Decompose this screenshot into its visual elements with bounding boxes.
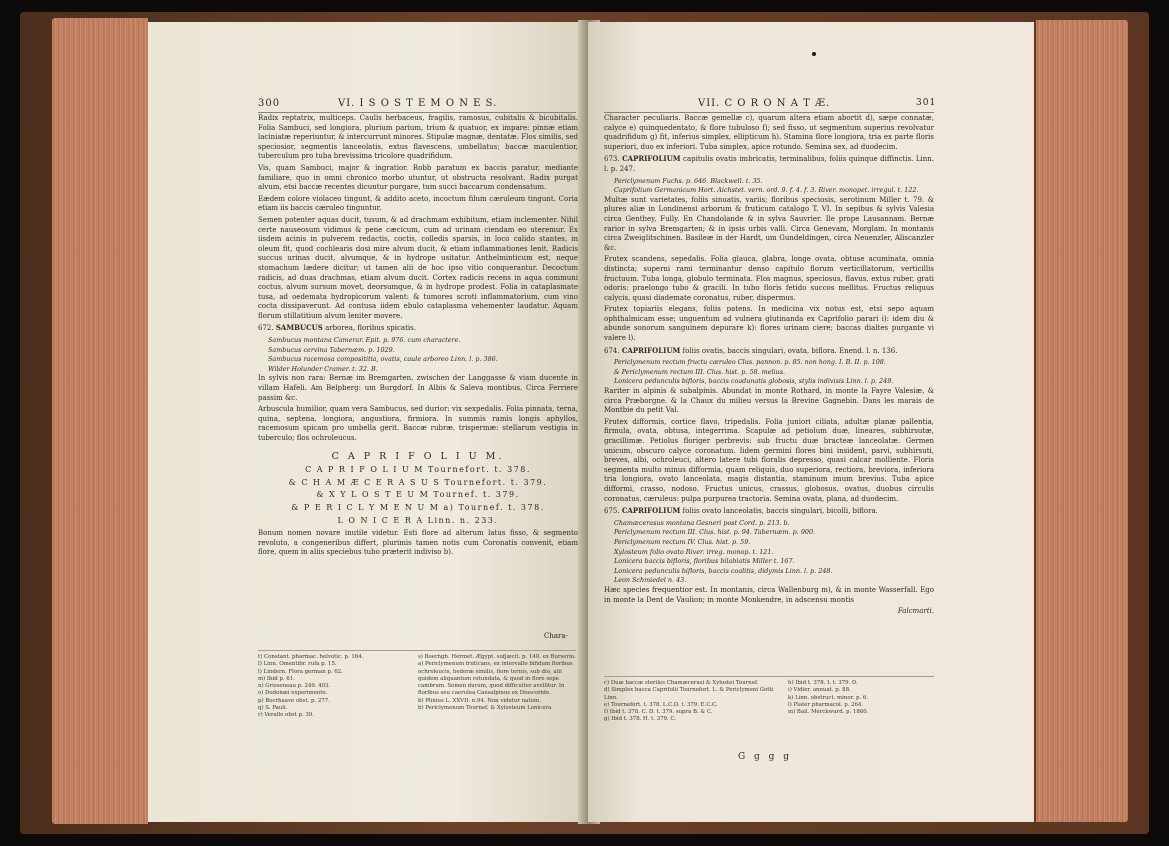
character-paragraph: Character peculiaris. Baccæ gemellæ c), quarum altera etiam abortit d), sæpe connatæ, calyce e) quinquedentato, & flore tubuloso f); sed fisso, ut segmentum superius revolvatur quadrifidum g) fit, inferius simplex, ellipticum h). Stamina flore longiora, tria ex parte floris superiori, duo ex inferiori. Tuba simplex, apice rotundo. Semina sex, ad duodecim. bbox=[604, 114, 934, 151]
entry-674-synonym: Periclymenum rectum fructu cæruleo Clus. pannon. p. 85. non hong. I. B. II. p. 108. bbox=[614, 358, 886, 367]
left-catchword: Chara- bbox=[544, 632, 568, 640]
left-body bbox=[258, 114, 578, 560]
entry-672-diagnosis: arborea, floribus spicatis. bbox=[325, 324, 416, 333]
entry-673-name: CAPRIFOLIUM bbox=[622, 154, 681, 164]
entry-672-habitat: In sylvis non rara: Bernæ im Bremgarten, zwischen der Langgasse & viam ducente in villam Hafeli. Am Belpberg: um Burgdorf. In Albis & Saleva montibus. Circa Ferriere passim &c. bbox=[258, 374, 578, 402]
footnote: b) Periclymenum Tournef. & Xylosteum Lonicera. bbox=[418, 705, 553, 712]
entry-674-synonym: & Periclymenum rectum III. Clus. hist. p. 58. melius. bbox=[614, 367, 786, 376]
left-footnotes-col1 bbox=[258, 654, 408, 720]
left-paragraph-2: Vis, quam Sambuci, major & ingratior. Robb paratum ex baccis paratur, mediante familiare, quo in omni chronico morbo utuntur, ut obstructa resolvant. Radix purgat alvum, etsi baccæ recentes dicuntur purgare, tum succi baccarum condensatum. bbox=[258, 163, 578, 192]
left-page-number: 300 bbox=[258, 98, 281, 109]
right-page bbox=[588, 22, 1034, 822]
entry-673-heading bbox=[604, 154, 934, 174]
footnote: g) Ibid t. 378. H. t. 379. C. bbox=[604, 716, 677, 723]
page-edges-right bbox=[1036, 20, 1128, 822]
entry-675-habitat: Hæc species frequentior est. In montanis, circa Wallenburg m), & in monte Wasserfall. Ego in monte la Dent de Vaulion; in monte Monkendre, in adscensu montis bbox=[604, 585, 934, 604]
entry-673-synonym: Caprifolium Germanicum Hort. Aichstet. vern. ord. 9. f. 4. f. 3. River. monopet. irregul. t. 122. bbox=[614, 186, 919, 195]
genus-synonym-heading: & X Y L O S T E U M Tournef. t. 379. bbox=[316, 490, 520, 500]
footnote: d) Simplex bacca Caprifolii Tournefort. L. & Periclymeni Gotti Linn. bbox=[604, 687, 774, 701]
entry-673-description: Frutex scandens, sepedalis. Folia glauca, glabra, longe ovata, obtuse acuminata, omnia distincta; superni rami terminantur denso capitulo florum verticillatorum, verticillis fructuum. Tuba longa, globulo terminata. Flos magnus, speciosus, flavus, extus ruber, grati odoris: praelongo tubo & gracili. In tubo floris fetido succos mellitus. Fructus reliquus calycis, quasi diademate coronatus, ruber, dispermus. bbox=[604, 255, 934, 302]
entry-675-synonym: Xylosteum folio ovato River. irreg. monop. t. 121. bbox=[614, 547, 774, 556]
footnote: n) Grisseneau p. 249. 403. bbox=[258, 683, 331, 690]
entry-673-number: 673. bbox=[604, 155, 620, 164]
entry-675-heading bbox=[604, 506, 934, 517]
footnote: o) Dodonæi experimento. bbox=[258, 690, 328, 697]
footnote: s) Boerhgh. Hermet. Ægypt. sufjæcit. p. 140. ex Burserio. bbox=[418, 654, 576, 660]
left-footnotes-col2 bbox=[418, 654, 578, 712]
entry-674-heading bbox=[604, 346, 934, 357]
right-page-number: 301 bbox=[916, 98, 937, 108]
left-page bbox=[148, 22, 586, 822]
footnote: q) S. Pauli. bbox=[258, 705, 288, 712]
footnote-rule-right bbox=[604, 676, 934, 677]
entry-675-name: CAPRIFOLIUM bbox=[621, 506, 681, 516]
footnote: i) Vidier. annuat. p. 88. bbox=[788, 687, 851, 694]
entry-675-synonym: Leon Schmiedel n. 43. bbox=[614, 576, 687, 585]
right-catchword: Falcmarti. bbox=[897, 607, 934, 616]
footnote: e) Tournefort. t. 378. L.C.D. t. 379. E.C.C. bbox=[604, 701, 718, 708]
genus-synonym-heading: & C H A M Æ C E R A S U S Tournefort. t. 379. bbox=[288, 477, 548, 487]
genus-synonym-heading: C A P R I F O L I U M Tournefort. t. 378. bbox=[305, 465, 531, 475]
entry-675-synonym: Periclymenum rectum IV. Clus. hist. p. 59. bbox=[614, 537, 751, 546]
footnote: l) Linn. Omentibr. rufa p. 15. bbox=[258, 661, 337, 668]
entry-672-synonym: Sambucus racemosa composititia, ovatis, caule arboreo Linn. l. p. 386. bbox=[268, 355, 498, 364]
genus-synonym-heading: & P E R I C L Y M E N U M a) Tournef. t. 378. bbox=[291, 502, 545, 512]
left-head-rule bbox=[258, 112, 576, 113]
footnote: t) Constant. pharmac. helvetic. p. 164. bbox=[258, 654, 364, 660]
entry-673-text: Multæ sunt varietates, foliis sinuatis, variis; floribus speciosis, serotinum Miller t. 79. & plures aliæ in Londinensi arborum & fruticum catalogo T. VI. In sepibus & sylvis Valesia circa Genthey, Fully. En Chandolande & in sylva Sauvrier. Ile prope Lausannam. Bernæ rarior in sylva Bremgarten; & in ipsis urbis valli. Circa Genevam, Morglam. In montanis circa Zweiglitschinen. Basileæ in der Hardt, um Gundeldingen, circa Neuenzler, Aliscanzler &c. bbox=[604, 195, 934, 252]
footnote: k) Linn. obstruct. minor. p. 6. bbox=[788, 694, 869, 701]
page-edges-left bbox=[52, 18, 148, 824]
genus-synonym-heading: L O N I C E R A Linn. n. 233. bbox=[337, 515, 499, 525]
footnote: l) Lindern. Flora german p. 62. bbox=[258, 668, 343, 675]
entry-675-synonym: Lonicera pedunculis bifloris, baccis coalitis, didymis Linn. l. p. 248. bbox=[614, 566, 833, 575]
entry-672-name: SAMBUCUS bbox=[275, 323, 323, 333]
right-running-head: VII. C O R O N A T Æ. bbox=[698, 98, 831, 109]
right-head-rule bbox=[604, 112, 934, 113]
footnote: h) Ibid t. 378. I. t. 379. D. bbox=[788, 680, 858, 686]
footnote: c) Duæ baccæ steriles Chamæcerasi & Xylostei Tournef. bbox=[604, 680, 759, 686]
entry-675-number: 675. bbox=[604, 507, 620, 516]
entry-672-number: 672. bbox=[258, 324, 274, 333]
right-footnotes-col1 bbox=[604, 680, 779, 724]
footnote-rule-left bbox=[258, 650, 576, 651]
entry-672-synonym: Sambucus montana Camerar. Epit. p. 976. cum charactere. bbox=[268, 336, 461, 345]
ink-speck bbox=[812, 52, 816, 56]
right-footnotes-col2 bbox=[788, 680, 934, 716]
caprifolium-section-heading: C A P R I F O L I U M. bbox=[331, 450, 505, 462]
left-paragraph-3: Eædem colore violaceo tingunt, & addito aceto, incoctum filum cæruleum tingunt. Coria etiam iis baccis cæruleo tinguntur. bbox=[258, 194, 578, 213]
entry-675-synonym: Lonicera baccis bifloris, floribus bilabiatis Miller t. 167. bbox=[614, 557, 795, 566]
left-paragraph-1: Radix reptatrix, multiceps. Caulis herbaceus, fragilis, ramosus, cubitalis & bicubitalis. Folia Sambuci, sed longiora, plurium parium, trium & quatuor, ex impare: pinnæ etiam laciniatæ reperiuntur, & intercurrunt minores. Stipulæ magnæ, dentatæ. Flos similis, sed speciosior, segmentis lanceolatis, extus flavescens, umbellatus; baccæ maculentior, tuberculum pro tuba brevissima tricolore quadrifidum. bbox=[258, 114, 578, 161]
entry-674-diagnosis: foliis ovatis, baccis singulari, ovata, biflora. Enend. l. n. 136. bbox=[682, 346, 898, 355]
footnote: a) Periclymenum fruticans, ex intervallo bifidum floribus ochroleucis, hederæ similis, flore ternis, sub dio, alii quidem aliquantum rotundata, & quod in flore sepe cambrum. Somen durum, quod difficulter avellitur. In floribus seu caerulea Caesalpinus ex Dioscoride. bbox=[418, 661, 573, 697]
entry-675-diagnosis: foliis ovato lanceolatis, baccis singulari, bicolli, biflora. bbox=[682, 507, 878, 516]
footnote: r) Veralle obst p. 39. bbox=[258, 712, 314, 719]
entry-674-habitat: Rariter in alpinis & subalpinis. Abundat in monte Rothard, in monte la Fayre Valesiæ, & circa Præborgne. & la Chaux du milieu versus la Brevine Gagnebin. Dans les marais de Montbie du petit Val. bbox=[604, 387, 934, 415]
footnote: m) Ibid p. 61. bbox=[258, 675, 295, 682]
entry-673-diagnosis: capitulis ovatis imbricatis, terminalibus, foliis quinque diffinctis. Linn. l. p. 247. bbox=[604, 155, 934, 173]
signature-mark: G g g g bbox=[738, 752, 793, 762]
left-paragraph-4: Semen potenter aquas ducit, tusum, & ad drachmam exhibitum, etiam inclementer. Nihil certe nauseosum vidimus & pene cæcicum, cum ad urinam ciendam eo uteremur. Ex iisdem acinis in pulverem redactis, coctis, colledis sparsis, in loco calido stantes, in oleum fit, quod cochlearis dosi mire alvum ducit, & etiam inflammationes lenit. Radicis succus urinas ducit, alvumque, & in hydrope usitatur. Anthelminticum est, neque stomachum lædere dicitur; ut tamen alii de hoc ipso vitio conquerantur. Decoctum radicis, ad duas drachmas, etiam alvum ducit. Cortex radicis recens in aqua communi coctus, alvum sursum movet, deorsumque, & in hydrope prodest. Folia in cataplasmate tusa, ad oedemata hydropicorum valent: & tumores scroti inflammatorium, cum vino cocta dissipaverunt. Ad contusa iidem ebulo cataplasma vehementer laudatur. Aquam florum stillatitium alvum leniter movere. bbox=[258, 215, 578, 320]
entry-672-description: Arbuscula humilior, quam vera Sambucus, sed durior: vix sexpedalis. Folia pinnata, terna, quina, septena, longiora, angustiora, firmiora. In summis ramis longis aphyllos, racemosum spicam pro umbella gerit. Baccæ rubræ, trispermæ: stellarum vestigia in tuberculo; flos ochroleucus. bbox=[258, 405, 578, 442]
entry-672-heading bbox=[258, 323, 578, 334]
entry-675-synonym: Chamæcerasus montana Gesneri post Cord. p. 213. b. bbox=[614, 518, 790, 527]
footnote: p) Bocrhaave obst. p. 277. bbox=[258, 697, 330, 704]
footnote: m) Bail. Merckwurd. p. 1860. bbox=[788, 709, 869, 716]
entry-674-number: 674. bbox=[604, 346, 620, 355]
entry-672-synonym: Sambucus cervina Tabernæm. p. 1029. bbox=[268, 345, 395, 354]
entry-675-synonym: Periclymenum rectum III. Clus. hist. p. 94. Tabernæm. p. 900. bbox=[614, 528, 816, 537]
footnote: f) Ibid t. 378. C. D. t. 379. supra B. & C. bbox=[604, 709, 713, 716]
entry-673-usage: Frutex topiariis elegans, foliis patens. In medicina vix notus est, etsi sepo aquam ophthalmicam esse; unguentum ad vulnera glutinanda ex Caprifolio parari i): idem diu & abunde sonorum sanguinem depurare k): flores urinam ciere; baccas dialtes purgante vi valere l). bbox=[604, 305, 934, 343]
footnote: b) Plinius L. XXVII. n.94. Non videtur natum. bbox=[418, 697, 541, 704]
entry-674-description: Frutex difformis, cortice flavo, tripedalis. Folia juniori ciliata, adultæ planæ pallentia, firmula, ovata, obtusa, integerrima. Scapulæ ad petiolum duæ, lineares, subhirsutæ, gracillimæ. Petiolus floriger perbrevis: sub fructu duæ bracteæ lanceolatæ. Germen unicum, obscuro calyce coronatum. Iidem germini flores bini insident, parvi, subhirsuti, breves, albi, ochroleuci, altero latere tubi floralis depresso, quasi calcar molliente. Floris segmenta multo minus difformia, quam reliquis, duo superiora, rectiora, breviora, inferiora tria longiora, ovato lanceolata, magis distantia, staminum imum brevius. Tuba apice difformi, crasso, nodoso. Fructus unicus, crassus, globosus, ovatus, duobus circulis coronatus, cæruleus: pulpa purpurea tractoria. Semina ovata, plana, ad duodecim. bbox=[604, 417, 934, 503]
entry-674-synonym: Lonicera pedunculis bifloris, baccis coadunatis globosis, stylis indivisis Linn. l. p. 249. bbox=[614, 377, 894, 386]
left-running-head: VI. I S O S T E M O N E S. bbox=[338, 98, 498, 109]
entry-672-synonym: Wilder Holunder Cramer. t. 32. B. bbox=[268, 364, 378, 373]
entry-674-name: CAPRIFOLIUM bbox=[621, 345, 681, 355]
right-body bbox=[604, 114, 934, 619]
footnote: l) Plater pharmacol. p. 264. bbox=[788, 701, 864, 708]
left-closing-paragraph: Bonum nomen novare inutile videtur. Esti flore ad alterum latus fisso, & segmento revoluto, a congeneribus differt, plurimis tamen notis cum Coronatis convenit, etiam flore, quem in aliis speciebus tubo præterit indiviso b). bbox=[258, 529, 578, 557]
entry-673-synonym: Periclymenum Fuchs. p. 646. Blackwell. t. 35. bbox=[614, 176, 763, 185]
